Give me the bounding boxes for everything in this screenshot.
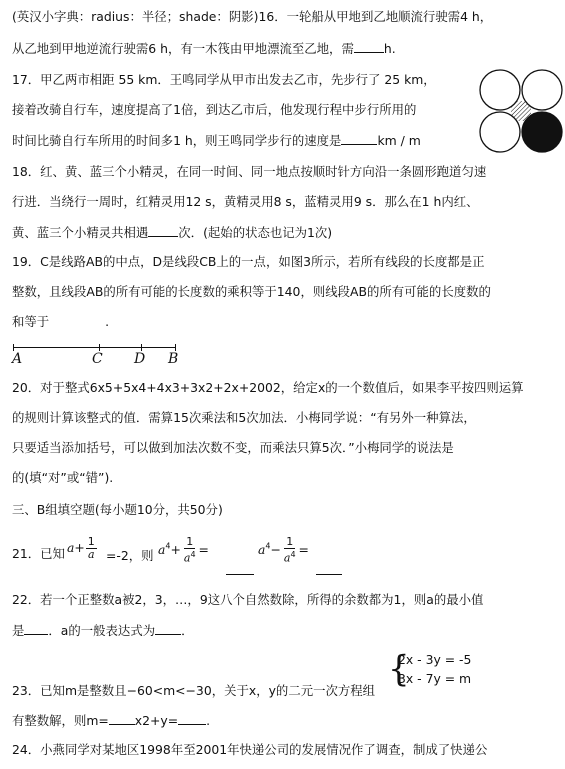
q17-text: 时间比骑自行车所用的时间多1 h，则王鸣同学步行的速度是	[12, 133, 342, 148]
q16-line1: (英汉小字典：radius：半径；shade：阴影)16．一轮船从甲地到乙地顺流行驶需4 h，	[12, 9, 493, 24]
answer-blank	[109, 712, 135, 725]
point-label-b: B	[168, 351, 179, 367]
q19-line1: 19．C是线路AB的中点，D是线段CB上的一点，如图3所示，若所有线段的长度都是正	[12, 254, 485, 269]
q17-line3	[12, 132, 421, 149]
q18-line2: 行进．当绕行一周时，红精灵用12 s，黄精灵用8 s，蓝精灵用9 s．那么在1 h内红、	[12, 194, 479, 209]
q21-expr3: $a^4-$ $\frac{1}{a^4}$ =	[258, 535, 309, 565]
answer-blank	[341, 132, 377, 145]
q18-text-end: 次．(起始的状态也记为1次)	[178, 225, 333, 240]
section-heading: 三、B组填空题(每小题10分，共50分)	[12, 502, 223, 517]
tick-d	[141, 344, 142, 351]
q19-period: .	[105, 314, 110, 329]
q16-line2	[12, 40, 396, 57]
point-label-a: A	[12, 351, 23, 367]
segment-figure	[12, 340, 182, 370]
answer-blank	[226, 562, 254, 575]
point-label-c: C	[92, 351, 103, 367]
q18-text: 黄、蓝三个小精灵共相遇	[12, 225, 149, 240]
q19-line3	[12, 314, 109, 330]
q17-unit: km / m	[377, 133, 421, 148]
four-circles-figure	[478, 68, 564, 154]
tick-a	[13, 344, 14, 351]
fraction-1-over-a4: $\frac{1}{a^4}$	[183, 535, 196, 565]
answer-blank	[178, 712, 206, 725]
answer-blank	[354, 40, 384, 53]
q21-expr2: $a^4+$ $\frac{1}{a^4}$ =	[158, 535, 209, 565]
q21-prefix: 21．已知	[12, 546, 65, 561]
q20-line1: 20．对于整式6x5+5x4+4x3+3x2+2x+2002，给定x的一个数值后，如果李平按四则运算	[12, 380, 524, 395]
q21-expr1: a+ $\frac{1}{a}$	[67, 535, 95, 561]
circle-bottom-left	[480, 112, 520, 152]
q22-line2: 是 ．a的一般表达式为 ．	[12, 623, 194, 638]
q20-line4: 的(填“对”或“错”).	[12, 470, 114, 485]
q22-line1: 22．若一个正整数a被2，3，…，9这八个自然数除，所得的余数都为1，则a的最小值	[12, 592, 484, 607]
tick-c	[99, 344, 100, 351]
q19-line2: 整数，且线段AB的所有可能的长度数的乘积等于140，则线段AB的所有可能的长度数的	[12, 284, 491, 299]
circle-bottom-right-shaded	[522, 112, 562, 152]
q18-line3	[12, 224, 332, 241]
answer-blank	[155, 622, 181, 635]
q19-text: 和等于	[12, 314, 50, 329]
point-label-d: D	[134, 351, 146, 367]
segment-line	[13, 347, 176, 348]
q23-line1: 23．已知m是整数且−60<m<−30，关于x，y的二元一次方程组	[12, 683, 376, 698]
q21-mid: =-2，则	[106, 548, 154, 563]
brace: {	[388, 648, 410, 690]
q16-text: 从乙地到甲地逆流行驶需6 h，有一木筏由甲地漂流至乙地，需	[12, 41, 354, 56]
q17-line1: 17．甲乙两市相距 55 km．王鸣同学从甲市出发去乙市，先步行了 25 km，	[12, 72, 436, 87]
q20-line3: 只要适当添加括号，可以做到加法次数不变，而乘法只算5次．”小梅同学的说法是	[12, 440, 454, 455]
q20-line2: 的规则计算该整式的值．需算15次乘法和5次加法．小梅同学说：“有另外一种算法，	[12, 410, 476, 425]
circle-top-right	[522, 70, 562, 110]
q24-line1: 24．小燕同学对某地区1998年至2001年快递公司的发展情况作了调查，制成了快递公	[12, 742, 488, 757]
circle-top-left	[480, 70, 520, 110]
answer-blank	[316, 562, 342, 575]
q18-line1: 18．红、黄、蓝三个小精灵，在同一时间、同一地点按顺时针方向沿一条圆形跑道匀速	[12, 164, 487, 179]
answer-blank	[24, 622, 48, 635]
equation-2: 3x - 7y = m	[398, 671, 472, 686]
q23-line2: 有整数解，则m= x2+y= .	[12, 713, 211, 728]
answer-blank	[148, 224, 178, 237]
equation-1: 2x - 3y = -5	[398, 652, 472, 667]
q16-unit: h.	[383, 41, 396, 56]
fraction-1-over-a: $\frac{1}{a}$	[87, 535, 95, 561]
fraction-1-over-a4-minus: $\frac{1}{a^4}$	[283, 535, 296, 565]
q17-line2: 接着改骑自行车，速度提高了1倍，到达乙市后，他发现行程中步行所用的	[12, 102, 417, 117]
tick-b	[175, 344, 176, 351]
equation-system	[388, 648, 472, 690]
var-a: a	[67, 540, 75, 555]
